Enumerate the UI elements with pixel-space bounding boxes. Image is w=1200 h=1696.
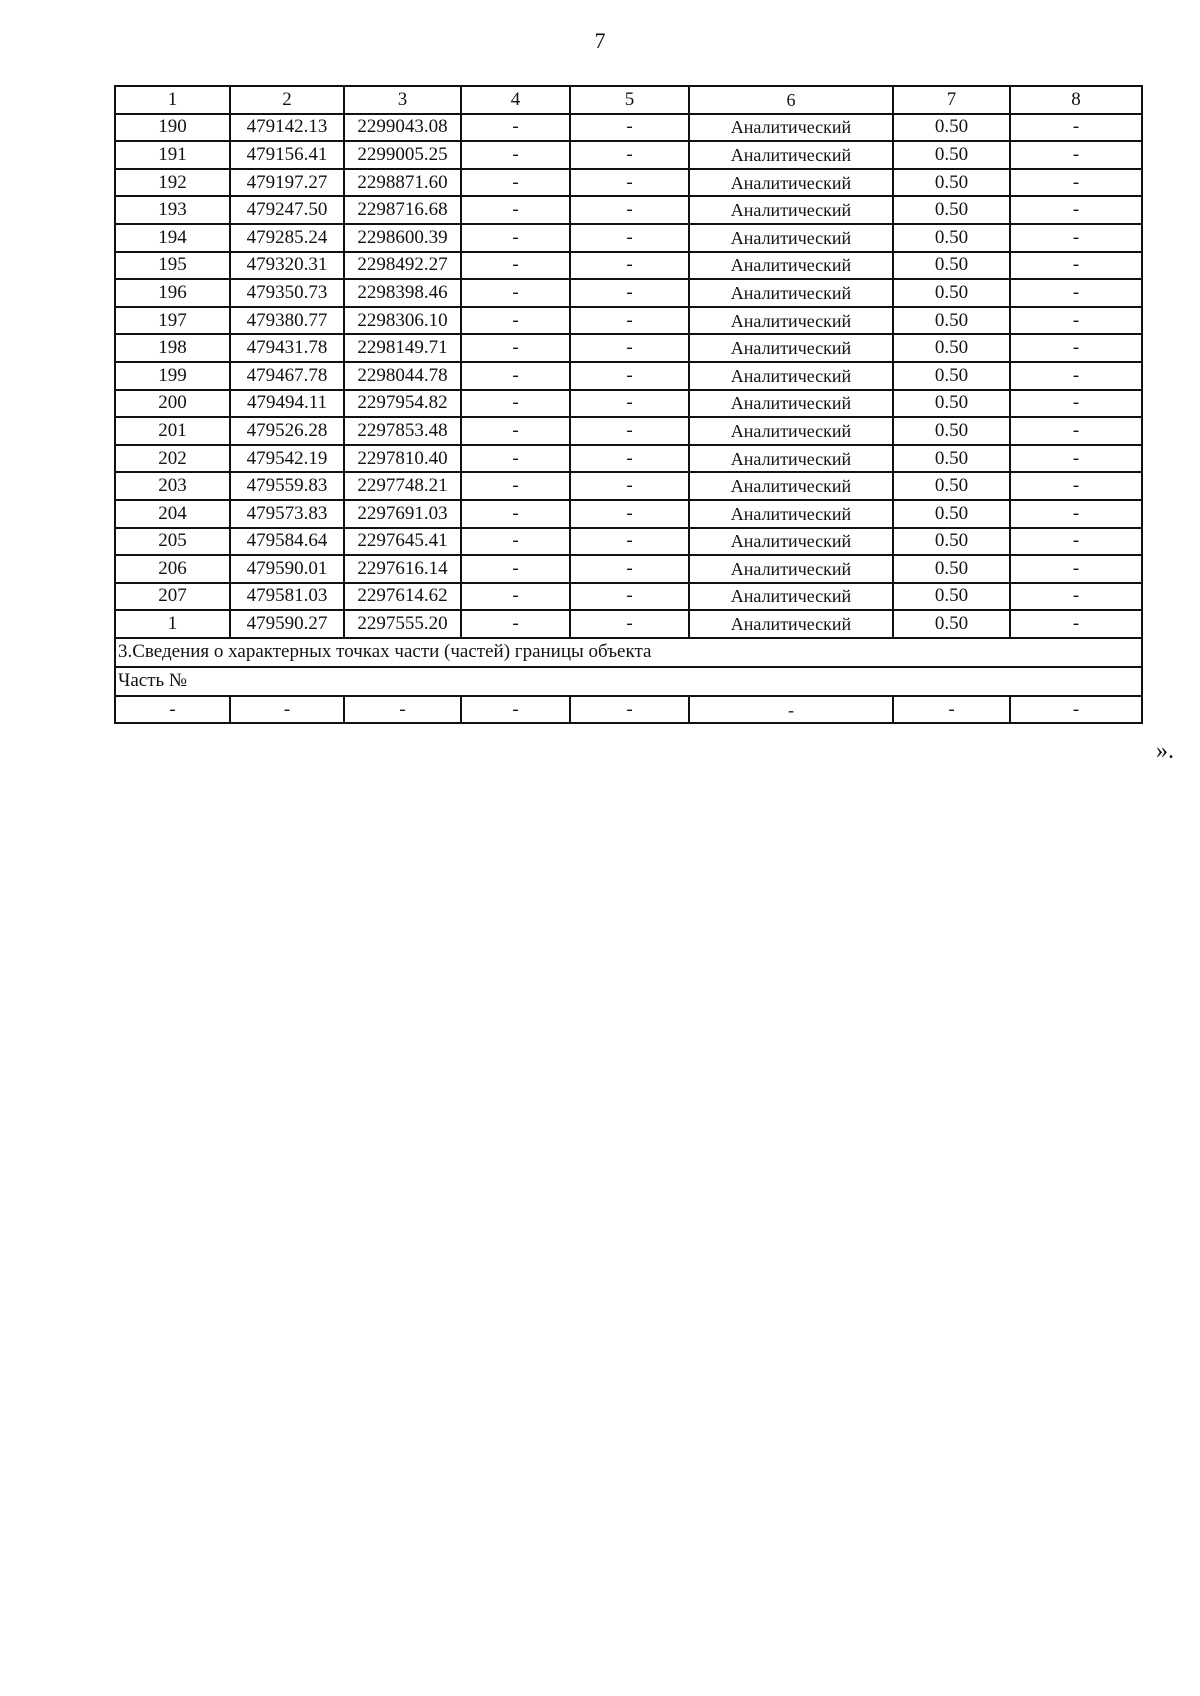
table-row-cell-col2: 479581.03 [230, 583, 344, 611]
table-row-cell-col5: - [570, 141, 689, 169]
table-row-cell-col7: 0.50 [893, 583, 1010, 611]
table-row-cell-col5: - [570, 417, 689, 445]
table-row-cell-col8: - [1010, 141, 1142, 169]
table-row-cell-col7: 0.50 [893, 500, 1010, 528]
table-row-cell-col3: 2297614.62 [344, 583, 461, 611]
table-row-cell-col6: Аналитический [689, 583, 893, 611]
table-row-cell-col7: 0.50 [893, 307, 1010, 335]
table-row-cell-col5: - [570, 528, 689, 556]
table-row-cell-col7: 0.50 [893, 279, 1010, 307]
table-row-cell-col5: - [570, 390, 689, 418]
table-row-cell-col2: 479584.64 [230, 528, 344, 556]
table-row-cell-col3: 2298492.27 [344, 252, 461, 280]
table-row-cell-col4: - [461, 114, 570, 142]
table-row-cell-col5: - [570, 307, 689, 335]
page-number: 7 [594, 28, 606, 53]
part-row-cell-col6: - [689, 696, 893, 724]
table-row-cell-col4: - [461, 528, 570, 556]
table-row-cell-col2: 479467.78 [230, 362, 344, 390]
table-body [115, 86, 1142, 723]
table-row-cell-col7: 0.50 [893, 610, 1010, 638]
table-row-cell-col8: - [1010, 528, 1142, 556]
table-row-cell-col7: 0.50 [893, 445, 1010, 473]
table-row-cell-col2: 479431.78 [230, 334, 344, 362]
table-row-cell-col3: 2298398.46 [344, 279, 461, 307]
part-label: Часть № [115, 667, 1142, 696]
table-row-cell-col3: 2297691.03 [344, 500, 461, 528]
table-row-cell-col1: 199 [115, 362, 230, 390]
table-row-cell-col1: 191 [115, 141, 230, 169]
table-row-cell-col3: 2298149.71 [344, 334, 461, 362]
part-row-cell-col4: - [461, 696, 570, 724]
table-row-cell-col4: - [461, 141, 570, 169]
part-row-cell-col5: - [570, 696, 689, 724]
table-row-cell-col8: - [1010, 610, 1142, 638]
table-row-cell-col7: 0.50 [893, 169, 1010, 197]
table-row-cell-col1: 194 [115, 224, 230, 252]
table-row-cell-col6: Аналитический [689, 417, 893, 445]
table-row [115, 196, 1142, 224]
table-row-cell-col2: 479590.27 [230, 610, 344, 638]
part-row-cell-col8: - [1010, 696, 1142, 724]
table-row-cell-col3: 2297954.82 [344, 390, 461, 418]
table-row-cell-col8: - [1010, 114, 1142, 142]
table-row-cell-col4: - [461, 252, 570, 280]
header-row [115, 86, 1142, 114]
table-row-cell-col8: - [1010, 224, 1142, 252]
closing-quote: ». [1156, 738, 1174, 764]
table-row-cell-col1: 204 [115, 500, 230, 528]
table-row-cell-col4: - [461, 307, 570, 335]
table-row-cell-col7: 0.50 [893, 114, 1010, 142]
table-row-cell-col8: - [1010, 472, 1142, 500]
table-row-cell-col2: 479494.11 [230, 390, 344, 418]
table-row-cell-col1: 206 [115, 555, 230, 583]
table-row [115, 555, 1142, 583]
table-row-cell-col4: - [461, 334, 570, 362]
table-row-cell-col1: 190 [115, 114, 230, 142]
table-row-cell-col7: 0.50 [893, 141, 1010, 169]
table-row-cell-col2: 479380.77 [230, 307, 344, 335]
table-row-cell-col8: - [1010, 583, 1142, 611]
table-row-cell-col6: Аналитический [689, 390, 893, 418]
table-row-cell-col8: - [1010, 307, 1142, 335]
table-row-cell-col7: 0.50 [893, 417, 1010, 445]
part-row-cell-col2: - [230, 696, 344, 724]
header-row-cell-col5: 5 [570, 86, 689, 114]
table-row-cell-col8: - [1010, 362, 1142, 390]
table-row-cell-col6: Аналитический [689, 555, 893, 583]
table-row-cell-col1: 207 [115, 583, 230, 611]
table-row-cell-col5: - [570, 362, 689, 390]
table-row-cell-col6: Аналитический [689, 169, 893, 197]
table-row-cell-col5: - [570, 500, 689, 528]
header-row-cell-col6: 6 [689, 86, 893, 114]
table-row-cell-col3: 2298306.10 [344, 307, 461, 335]
table-row [115, 472, 1142, 500]
table-row-cell-col8: - [1010, 445, 1142, 473]
table-row-cell-col1: 1 [115, 610, 230, 638]
table-row-cell-col1: 202 [115, 445, 230, 473]
table-row-cell-col3: 2297853.48 [344, 417, 461, 445]
table-row-cell-col7: 0.50 [893, 390, 1010, 418]
section-title-row [115, 638, 1142, 667]
header-row-cell-col2: 2 [230, 86, 344, 114]
table-row-cell-col2: 479142.13 [230, 114, 344, 142]
table-row [115, 279, 1142, 307]
part-row-cell-col1: - [115, 696, 230, 724]
table-row-cell-col4: - [461, 196, 570, 224]
table-row-cell-col5: - [570, 445, 689, 473]
table-row-cell-col5: - [570, 114, 689, 142]
table-row-cell-col5: - [570, 472, 689, 500]
table-row-cell-col5: - [570, 334, 689, 362]
table-row [115, 390, 1142, 418]
table-row-cell-col6: Аналитический [689, 362, 893, 390]
table-row-cell-col3: 2298716.68 [344, 196, 461, 224]
table-row-cell-col8: - [1010, 555, 1142, 583]
table-row [115, 307, 1142, 335]
coordinates-table [114, 85, 1143, 724]
table-row-cell-col8: - [1010, 500, 1142, 528]
table-row-cell-col5: - [570, 169, 689, 197]
table-row-cell-col6: Аналитический [689, 528, 893, 556]
table-row-cell-col2: 479197.27 [230, 169, 344, 197]
table-row-cell-col5: - [570, 224, 689, 252]
table-row-cell-col8: - [1010, 390, 1142, 418]
table-row-cell-col2: 479590.01 [230, 555, 344, 583]
table-row-cell-col3: 2297555.20 [344, 610, 461, 638]
table-row-cell-col7: 0.50 [893, 252, 1010, 280]
table-row-cell-col7: 0.50 [893, 472, 1010, 500]
table-row-cell-col5: - [570, 252, 689, 280]
table-row-cell-col2: 479526.28 [230, 417, 344, 445]
table-row [115, 528, 1142, 556]
part-label-row [115, 667, 1142, 696]
table-row-cell-col1: 198 [115, 334, 230, 362]
table-row [115, 417, 1142, 445]
table-row [115, 610, 1142, 638]
header-row-cell-col7: 7 [893, 86, 1010, 114]
table-row [115, 141, 1142, 169]
table-row-cell-col1: 205 [115, 528, 230, 556]
header-row-cell-col1: 1 [115, 86, 230, 114]
table-row-cell-col1: 192 [115, 169, 230, 197]
table-row-cell-col6: Аналитический [689, 307, 893, 335]
table-row [115, 362, 1142, 390]
table-row-cell-col1: 195 [115, 252, 230, 280]
table-row-cell-col6: Аналитический [689, 252, 893, 280]
table-row [115, 114, 1142, 142]
table-row-cell-col2: 479247.50 [230, 196, 344, 224]
table-row-cell-col7: 0.50 [893, 362, 1010, 390]
table-row-cell-col8: - [1010, 196, 1142, 224]
table-row-cell-col1: 200 [115, 390, 230, 418]
table-row-cell-col4: - [461, 610, 570, 638]
table-row-cell-col1: 193 [115, 196, 230, 224]
table-row-cell-col7: 0.50 [893, 196, 1010, 224]
table-row-cell-col8: - [1010, 334, 1142, 362]
table-row-cell-col1: 196 [115, 279, 230, 307]
table-row-cell-col4: - [461, 169, 570, 197]
table-row [115, 224, 1142, 252]
table-row-cell-col2: 479285.24 [230, 224, 344, 252]
table-row [115, 334, 1142, 362]
table-row-cell-col5: - [570, 610, 689, 638]
part-row-cell-col7: - [893, 696, 1010, 724]
table-row-cell-col2: 479559.83 [230, 472, 344, 500]
table-row-cell-col2: 479542.19 [230, 445, 344, 473]
part-row [115, 696, 1142, 724]
table-row-cell-col2: 479350.73 [230, 279, 344, 307]
table-row-cell-col3: 2299005.25 [344, 141, 461, 169]
table-row-cell-col6: Аналитический [689, 196, 893, 224]
header-row-cell-col3: 3 [344, 86, 461, 114]
table-row-cell-col4: - [461, 417, 570, 445]
table-row-cell-col6: Аналитический [689, 610, 893, 638]
table-row [115, 500, 1142, 528]
table-row-cell-col8: - [1010, 279, 1142, 307]
table-row-cell-col8: - [1010, 417, 1142, 445]
table-row-cell-col1: 201 [115, 417, 230, 445]
table-row-cell-col4: - [461, 279, 570, 307]
table-row-cell-col1: 197 [115, 307, 230, 335]
table-row-cell-col3: 2299043.08 [344, 114, 461, 142]
table-row-cell-col5: - [570, 583, 689, 611]
table-row-cell-col8: - [1010, 169, 1142, 197]
table-row-cell-col4: - [461, 555, 570, 583]
table-row-cell-col3: 2297645.41 [344, 528, 461, 556]
table-row-cell-col2: 479320.31 [230, 252, 344, 280]
table-row-cell-col5: - [570, 196, 689, 224]
table-row [115, 445, 1142, 473]
table-row-cell-col4: - [461, 362, 570, 390]
table-row-cell-col6: Аналитический [689, 334, 893, 362]
table-row-cell-col4: - [461, 224, 570, 252]
table-row-cell-col3: 2298044.78 [344, 362, 461, 390]
table-row-cell-col6: Аналитический [689, 224, 893, 252]
table-row-cell-col4: - [461, 390, 570, 418]
table-row-cell-col4: - [461, 500, 570, 528]
table-row-cell-col3: 2298871.60 [344, 169, 461, 197]
table-row-cell-col2: 479573.83 [230, 500, 344, 528]
table-row-cell-col7: 0.50 [893, 224, 1010, 252]
table-row-cell-col3: 2297810.40 [344, 445, 461, 473]
header-row-cell-col8: 8 [1010, 86, 1142, 114]
table-row-cell-col3: 2297616.14 [344, 555, 461, 583]
table-row [115, 583, 1142, 611]
table-row-cell-col6: Аналитический [689, 279, 893, 307]
table-row-cell-col8: - [1010, 252, 1142, 280]
table-row-cell-col5: - [570, 279, 689, 307]
table-row-cell-col4: - [461, 445, 570, 473]
header-row-cell-col4: 4 [461, 86, 570, 114]
table-row-cell-col4: - [461, 583, 570, 611]
table-row-cell-col6: Аналитический [689, 472, 893, 500]
table-row [115, 252, 1142, 280]
table-row-cell-col7: 0.50 [893, 528, 1010, 556]
table-row-cell-col2: 479156.41 [230, 141, 344, 169]
table-row-cell-col6: Аналитический [689, 114, 893, 142]
table-row-cell-col6: Аналитический [689, 500, 893, 528]
table-row-cell-col6: Аналитический [689, 141, 893, 169]
table-row-cell-col4: - [461, 472, 570, 500]
table-row [115, 169, 1142, 197]
table-row-cell-col1: 203 [115, 472, 230, 500]
table-row-cell-col3: 2298600.39 [344, 224, 461, 252]
table-row-cell-col5: - [570, 555, 689, 583]
part-row-cell-col3: - [344, 696, 461, 724]
table-row-cell-col7: 0.50 [893, 334, 1010, 362]
table-row-cell-col3: 2297748.21 [344, 472, 461, 500]
table-row-cell-col6: Аналитический [689, 445, 893, 473]
section-title: 3.Сведения о характерных точках части (частей) границы объекта [115, 638, 1142, 667]
table-row-cell-col7: 0.50 [893, 555, 1010, 583]
